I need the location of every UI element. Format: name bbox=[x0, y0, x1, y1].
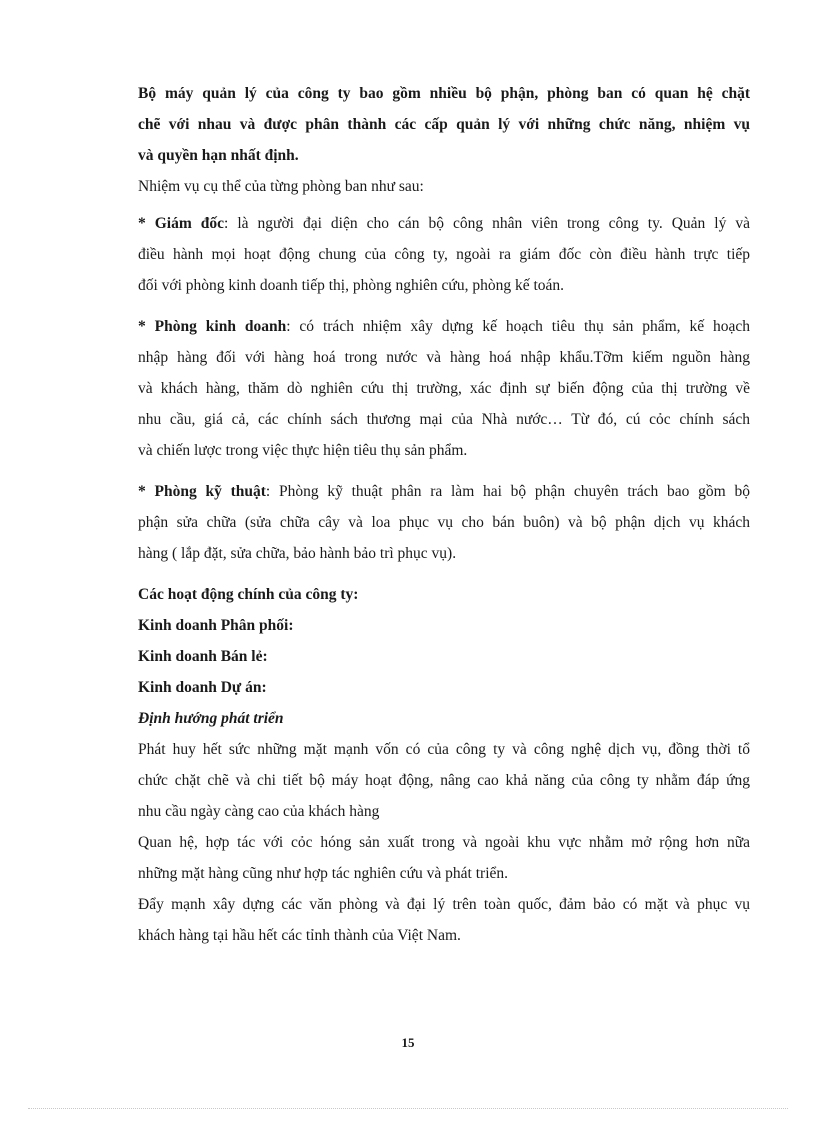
development-text: Quan hệ, hợp tác với cỏc hóng sản xuất trong và ngoài khu vực nhằm mở rộng hơn nữa bbox=[138, 834, 750, 851]
kinh-doanh-text: nhu cầu, giá cả, các chính sách thương mại của Nhà nước… Từ đó, cú cỏc chính sách bbox=[138, 411, 750, 428]
development-heading: Định hướng phát triển bbox=[138, 710, 284, 727]
intro-line: Bộ máy quản lý của công ty bao gồm nhiều bộ phận, phòng ban có quan hệ chặt bbox=[138, 85, 750, 102]
giam-doc-paragraph bbox=[138, 208, 750, 301]
ky-thuat-text: : Phòng kỹ thuật phân ra làm hai bộ phận chuyên trách bao gồm bộ bbox=[265, 483, 750, 500]
kinh-doanh-text: và khách hàng, thăm dò nghiên cứu thị trường, xác định sự biến động của thị trường về bbox=[138, 380, 750, 397]
development-text: những mặt hàng cũng như hợp tác nghiên cứu và phát triển. bbox=[138, 865, 509, 882]
development-text: Phát huy hết sức những mặt mạnh vốn có của công ty và công nghệ dịch vụ, đồng thời tổ bbox=[138, 741, 750, 758]
document-page bbox=[138, 78, 750, 951]
kinh-doanh-paragraph bbox=[138, 311, 750, 466]
ky-thuat-title: * Phòng kỹ thuật bbox=[138, 483, 266, 500]
giam-doc-text: đối với phòng kinh doanh tiếp thị, phòng nghiên cứu, phòng kế toán. bbox=[138, 277, 565, 294]
activity-item: Kinh doanh Phân phối: bbox=[138, 617, 294, 634]
giam-doc-title: * Giám đốc bbox=[138, 215, 225, 232]
activities-section bbox=[138, 579, 750, 703]
activity-item: Kinh doanh Dự án: bbox=[138, 679, 267, 696]
kinh-doanh-text: và chiến lược trong việc thực hiện tiêu thụ sản phẩm. bbox=[138, 442, 468, 459]
intro-line: chẽ với nhau và được phân thành các cấp quản lý với những chức năng, nhiệm vụ bbox=[138, 116, 750, 133]
ky-thuat-text: hàng ( lắp đặt, sửa chữa, bảo hành bảo trì phục vụ). bbox=[138, 545, 457, 562]
intro-paragraph bbox=[138, 78, 750, 171]
footer-divider bbox=[28, 1108, 788, 1109]
development-text: khách hàng tại hầu hết các tỉnh thành của Việt Nam. bbox=[138, 927, 461, 944]
development-text: nhu cầu ngày càng cao của khách hàng bbox=[138, 803, 380, 820]
intro-line: và quyền hạn nhất định. bbox=[138, 147, 299, 164]
intro-lead: Nhiệm vụ cụ thể của từng phòng ban như sau: bbox=[138, 178, 424, 195]
kinh-doanh-text: nhập hàng đối với hàng hoá trong nước và hàng hoá nhập khẩu.Tỡm kiếm nguồn hàng bbox=[138, 349, 750, 366]
ky-thuat-text: phận sửa chữa (sửa chữa cây và loa phục vụ cho bán buôn) và bộ phận dịch vụ khách bbox=[138, 514, 750, 531]
kinh-doanh-title: * Phòng kinh doanh bbox=[138, 318, 287, 335]
development-section bbox=[138, 703, 750, 951]
giam-doc-text: : là người đại diện cho cán bộ công nhân viên trong công ty. Quản lý và bbox=[224, 215, 751, 232]
development-text: Đẩy mạnh xây dựng các văn phòng và đại lý trên toàn quốc, đảm bảo có mặt và phục vụ bbox=[138, 896, 750, 913]
page-number: 15 bbox=[401, 1035, 415, 1050]
development-text: chức chặt chẽ và chi tiết bộ máy hoạt động, nâng cao khả năng của công ty nhằm đáp ứng bbox=[138, 772, 750, 789]
giam-doc-text: điều hành mọi hoạt động chung của công ty, ngoài ra giám đốc còn điều hành trực tiếp bbox=[138, 246, 750, 263]
activities-heading: Các hoạt động chính của công ty: bbox=[138, 586, 359, 603]
ky-thuat-paragraph bbox=[138, 476, 750, 569]
kinh-doanh-text: : có trách nhiệm xây dựng kế hoạch tiêu thụ sản phẩm, kế hoạch bbox=[286, 318, 750, 335]
activity-item: Kinh doanh Bán lẻ: bbox=[138, 648, 268, 665]
